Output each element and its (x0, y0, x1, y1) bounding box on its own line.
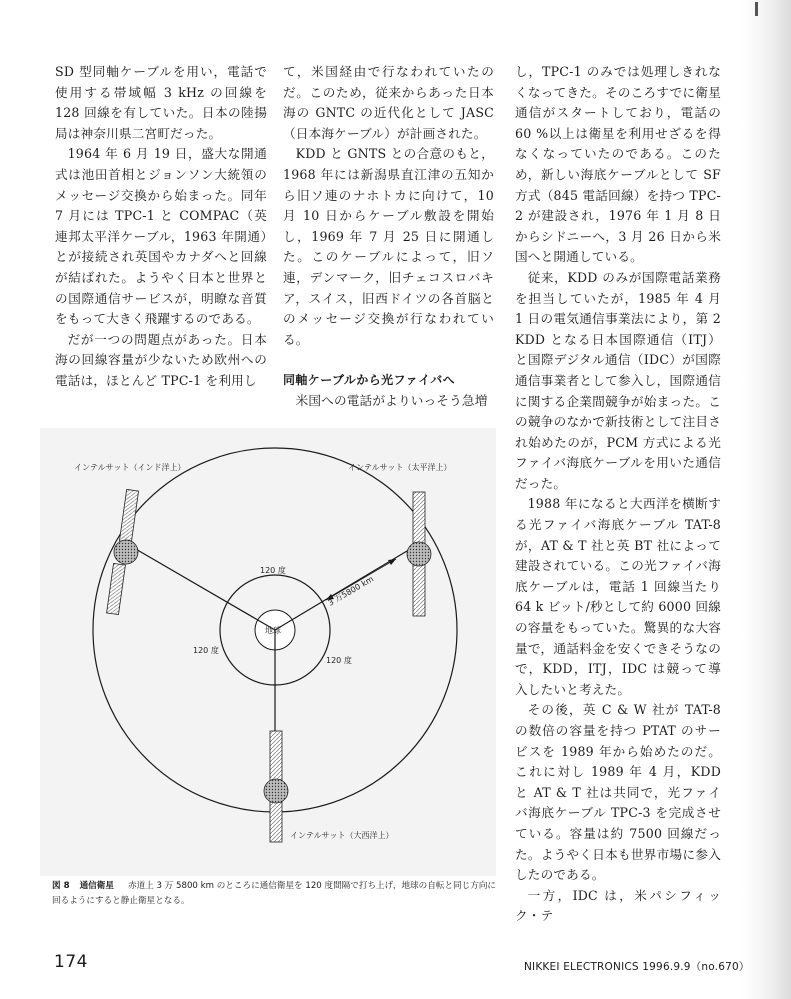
satellite-figure (40, 428, 496, 876)
page-number: 174 (54, 952, 88, 972)
paragraph: 一方，IDC は，米パシフィック・テ (515, 887, 721, 924)
satellite-diagram (40, 428, 496, 876)
paragraph: その後，英 C & W 社が TAT-8 の数倍の容量を持つ PTAT のサービスを 1989 年から始めたのだ。これに対し 1989 年 4 月，KDD と AT & T 社は共同で，光ファイバ海底ケーブル TPC-3 を完成させている。容量は約 7500 回線だった。ようやく日本も世界市場に参入したのである。 (515, 702, 721, 883)
caption-title: 通信衛星 (79, 881, 114, 891)
paragraph: し，TPC-1 のみでは処理しきれなくなってきた。そのころすでに衛星通信がスタートしており，電話の 60 %以上は衛星を利用せざるを得なくなっていたのである。このため，新しい海底ケーブルとして SF 方式（845 電話回線）を持つ TPC-2 が建設され，1976 年 1 月 8 日からシドニーへ，3 月 26 日から米国へと開通している。 (515, 64, 721, 265)
label-angle-top: 120 度 (260, 566, 286, 575)
label-earth: 地球 (265, 626, 281, 635)
paragraph: て，米国経由で行なわれていたのだ。このため，従来からあった日本海の GNTC の近代化として JASC（日本海ケーブル）が計画された。 (283, 64, 494, 141)
label-sat-left (74, 462, 185, 472)
label-angle-right: 120 度 (326, 656, 352, 665)
paragraph: 1964 年 6 月 19 日，盛大な開通式は池田首相とジョンソン大統領のメッセージ交換から始まった。同年 7 月には TPC-1 と COMPAC（英連邦太平洋ケーブル，1963 年開通）とが接続され英国やカナダへと回線が結ばれた。ようやく日本と世界との国際通信サービスが，明瞭な音質をもって大きく飛躍するのである。 (55, 146, 267, 327)
label-angle-left: 120 度 (193, 646, 219, 655)
label-sat-right (348, 462, 451, 472)
paragraph: 米国への電話がよりいっそう急増 (295, 392, 488, 408)
svg-text:インテルサット（インド洋上）: インテルサット（インド洋上） (74, 463, 186, 472)
paragraph: 1988 年になると大西洋を横断する光ファイバ海底ケーブル TAT-8 が，AT & T 社と英 BT 社によって建設されている。この光ファイバ海底ケーブルは，電話 1 回線当たり 64 k ビット/秒として約 6000 回線の容量をもっていた。驚異的な大容量で，通話料金を安くできそうなので，KDD，ITJ，IDC は競って導入したいと考えた。 (515, 496, 721, 697)
svg-text:インテルサット（太平洋上）: インテルサット（太平洋上） (348, 463, 452, 472)
caption-text: 赤道上 3 万 5800 km のところに通信衛星を 120 度間隔で打ち上げ，地球の自転と同じ方向に回るようにすると静止衛星となる。 (52, 881, 497, 906)
arrow-head (388, 559, 396, 565)
paragraph: KDD と GNTS との合意のもと，1968 年には新潟県直江津の五知から旧ソ連のナホトカに向けて，10 月 10 日からケーブル敷設を開始し，1969 年 7 月 25 日に開通した。このケーブルによって，旧ソ連，デンマーク，旧チェコスロバキア，スイス，旧西ドイツの各首脳とのメッセージ交換が行なわれている。 (283, 146, 494, 347)
scan-edge-mark (755, 2, 758, 16)
satellite-left-icon (107, 489, 139, 614)
spoke-line (134, 548, 275, 630)
publication-footer: NIKKEI ELECTRONICS 1996.9.9（no.670） (524, 961, 750, 973)
label-distance: 3 万5800 km (326, 574, 376, 608)
caption-label: 図 8 (52, 881, 70, 891)
figure-caption (52, 879, 497, 909)
satellite-right-icon (407, 492, 431, 616)
section-heading: 同軸ケーブルから光ファイバへ (283, 373, 456, 388)
article-column-2 (283, 62, 494, 412)
paragraph: SD 型同軸ケーブルを用い，電話で使用する帯域幅 3 kHz の回線を 128 回線を有していた。日本の陸揚局は神奈川県二宮町だった。 (55, 64, 267, 141)
article-column-3 (515, 62, 721, 927)
scan-edge-shading (742, 0, 791, 999)
satellite-bottom-icon (264, 731, 288, 842)
article-column-1 (55, 62, 267, 392)
paragraph: 従来，KDD のみが国際電話業務を担当していたが，1985 年 4 月 1 日の電気通信事業法により，第 2 KDD となる日本国際通信（ITJ）と国際デジタル通信（IDC）が国際通信事業者として参入し，国際通信に関する企業間競争が始まった。この競争のなかで新技術として注目され始めたのが，PCM 方式による光ファイバ海底ケーブルを用いた通信だった。 (515, 269, 721, 491)
label-sat-bottom: インテルサット（大西洋上） (290, 831, 394, 840)
paragraph: だが一つの問題点があった。日本海の回線容量が少ないため欧州への電話は，ほとんど TPC-1 を利用し (55, 331, 267, 388)
